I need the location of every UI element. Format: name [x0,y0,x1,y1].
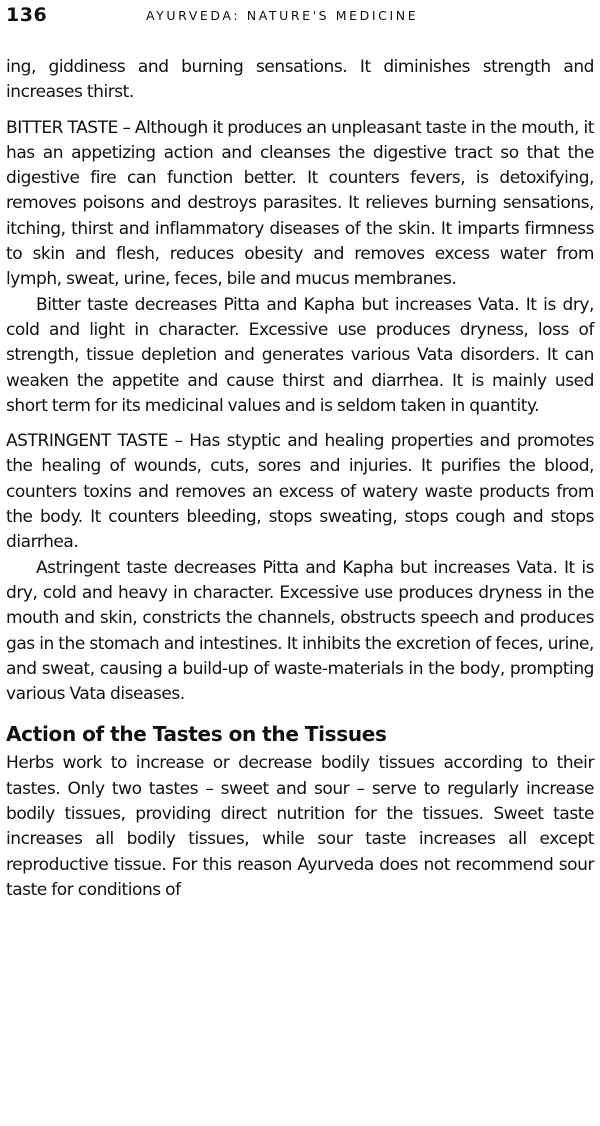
section-heading: Action of the Tastes on the Tissues [6,722,387,747]
running-header-title: AYURVEDA: NATURE'S MEDICINE [146,8,419,23]
paragraph-bitter-taste: BITTER TASTE – Although it produces an unpleasant taste in the mouth, it has an appetizing action and cleanses the digestive tract so that the digestive fire can function better. It counters fevers, is detoxifying, removes poisons and destroys parasites. It relieves burning sensations, itching, thirst and inflammatory diseases of the skin. It imparts firmness to skin and flesh, reduces obesity and removes excess water from lymph, sweat, urine, feces, bile and mucus membranes. [6,117,594,290]
paragraph-continuation: ing, giddiness and burning sensations. It diminishes strength and increases thirst. [6,57,594,103]
page-number: 136 [6,4,48,26]
paragraph-astringent-effects: Astringent taste decreases Pitta and Kapha but increases Vata. It is dry, cold and heavy in character. Excessive use produces dryness in the mouth and skin, constricts the channels, obstructs speech and produces gas in the stomach and intestines. It inhibits the excretion of feces, urine, and sweat, causing a build-up of waste-materials in the body, prompting various Vata diseases. [6,557,594,705]
paragraph-astringent-taste: ASTRINGENT TASTE – Has styptic and healing properties and promotes the healing of wounds, cuts, sores and injuries. It purifies the blood, counters toxins and removes an excess of watery waste products from the body. It counters bleeding, stops sweating, stops cough and stops diarrhea. [6,431,594,553]
paragraph-bitter-effects: Bitter taste decreases Pitta and Kapha but increases Vata. It is dry, cold and light in character. Excessive use produces dryness, loss of strength, tissue depletion and generates various Vata disorders. It can weaken the appetite and cause thirst and diarrhea. It is mainly used short term for its medicinal values and is seldom taken in quantity. [6,294,594,416]
running-header [6,4,596,32]
body-text [6,55,594,903]
paragraph-tastes-tissues: Herbs work to increase or decrease bodily tissues according to their tastes. Only two tastes – sweet and sour – serve to regularly increase bodily tissues, providing direct nutrition for the tissues. Sweet taste increases all bodily tissues, while sour taste increases all except reproductive tissue. For this reason Ayurveda does not recommend sour taste for conditions of [6,753,594,900]
